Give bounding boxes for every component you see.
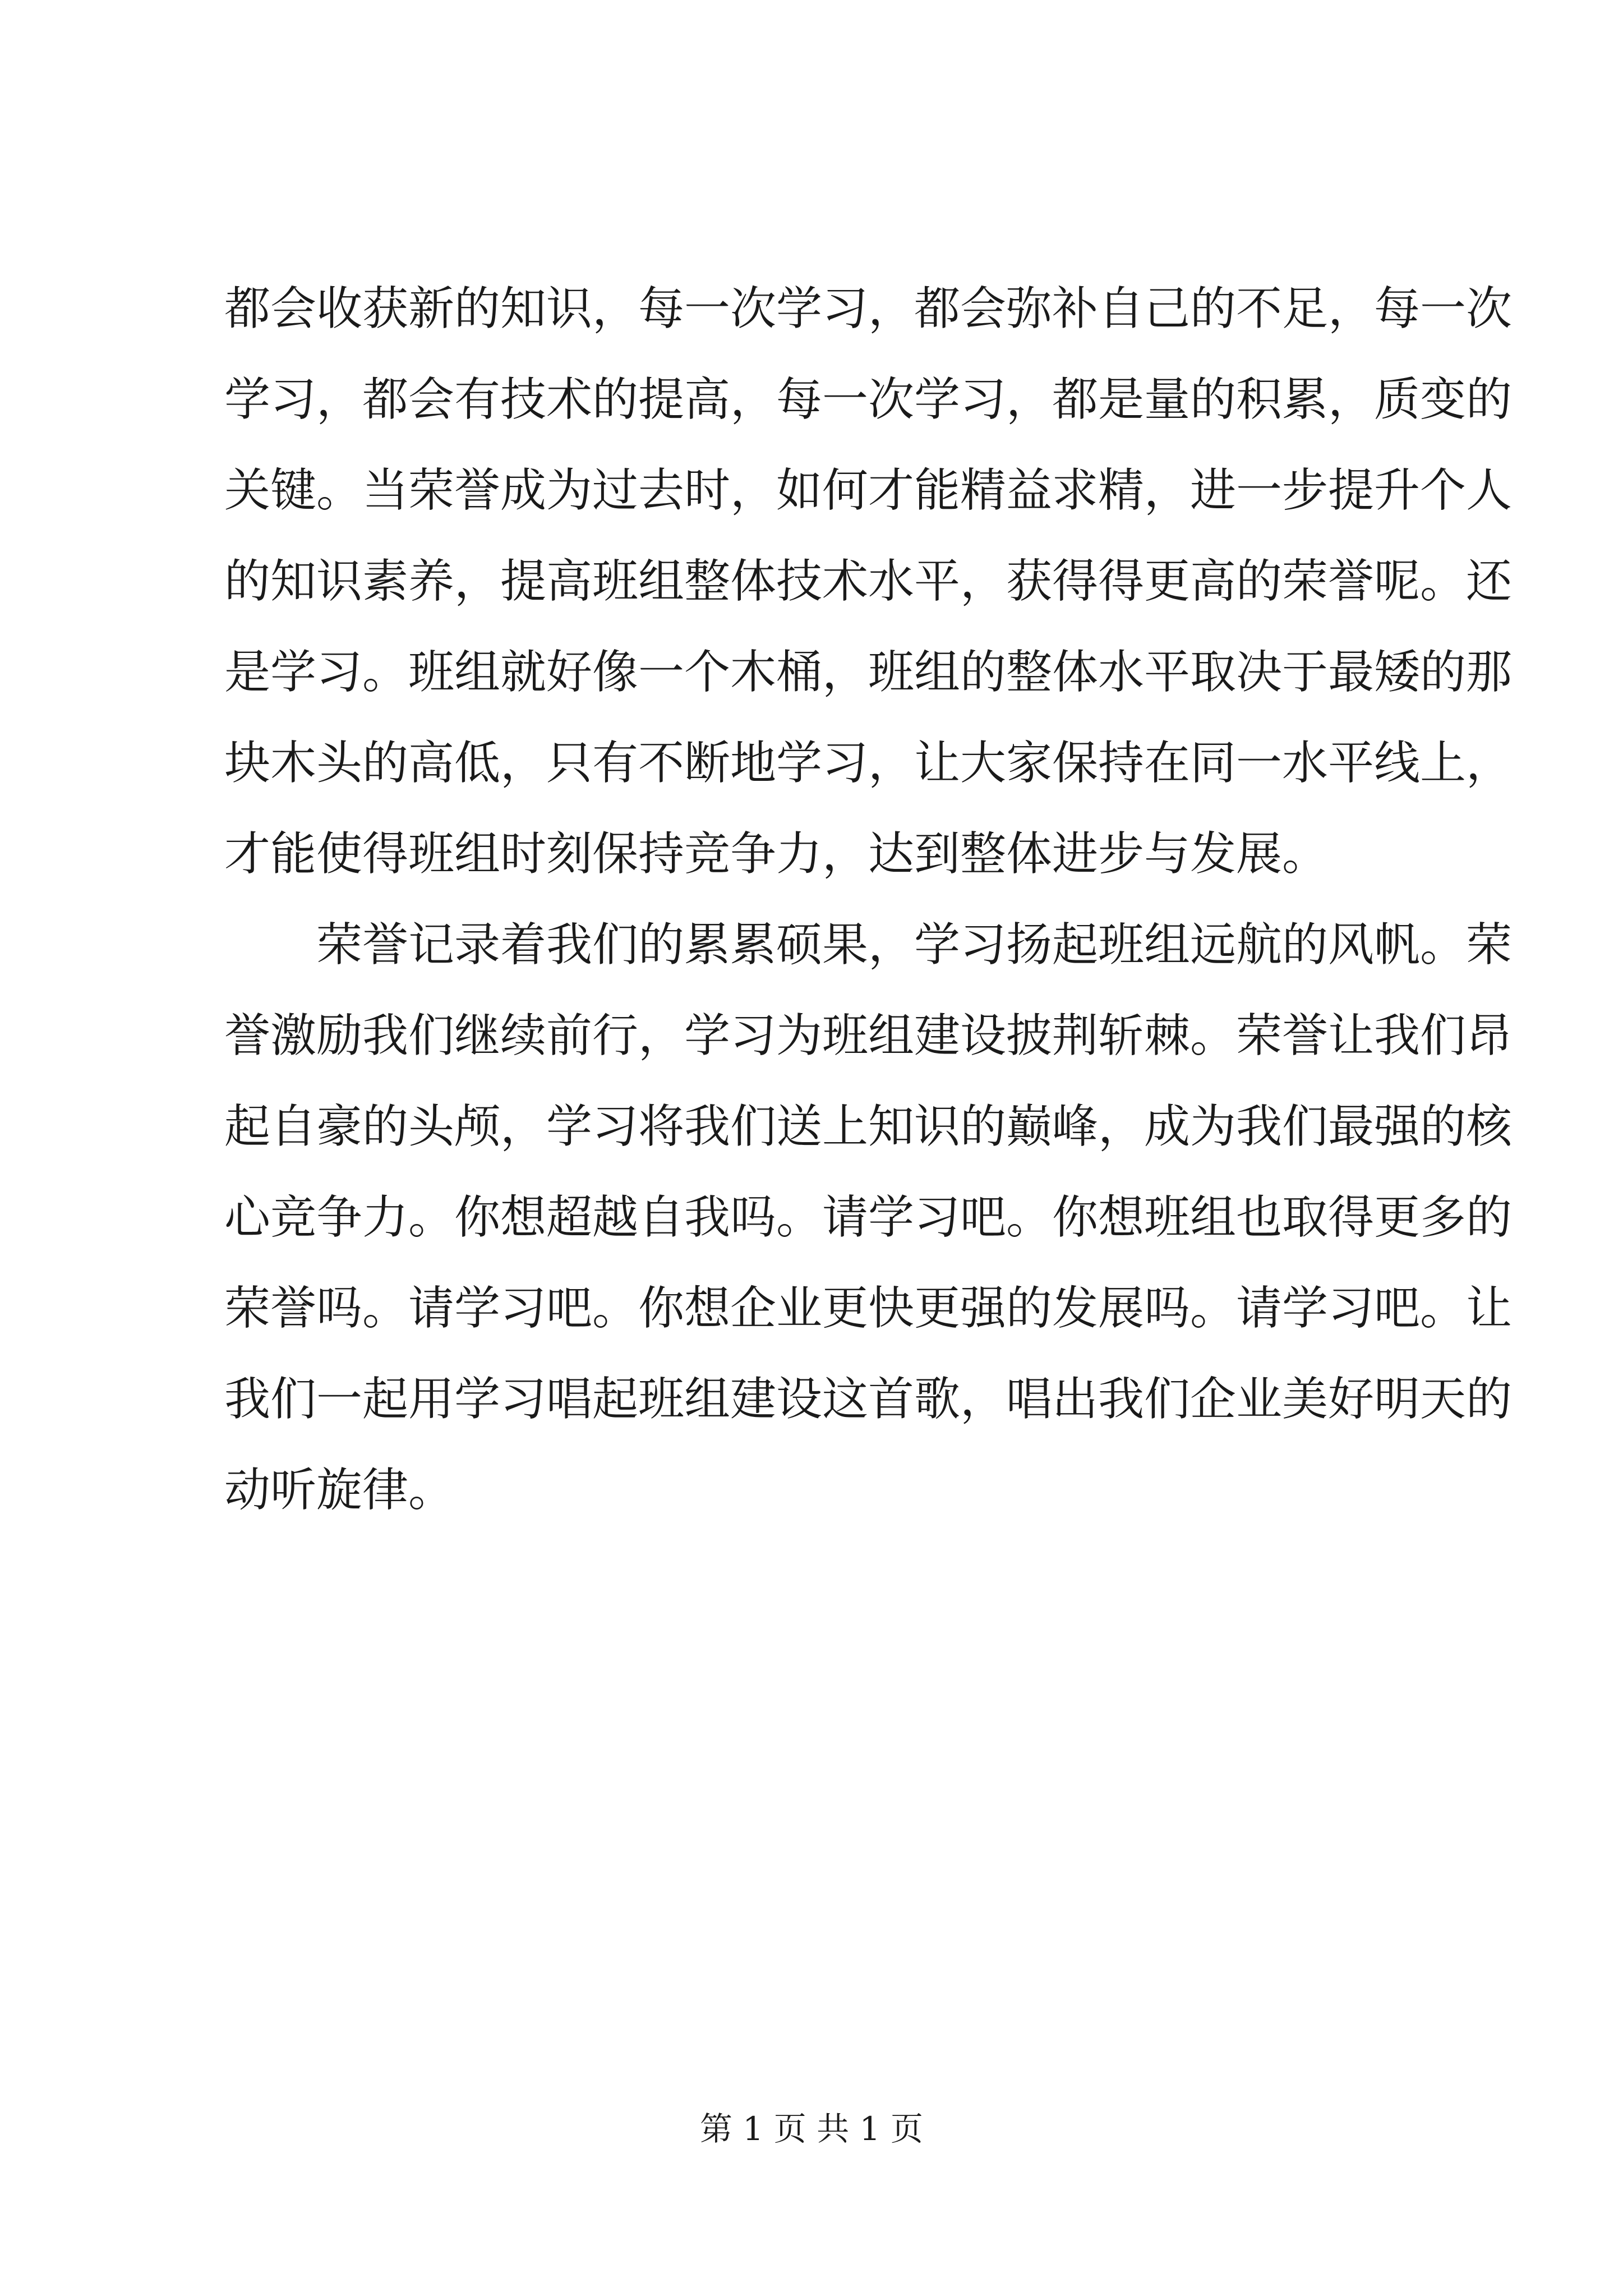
paragraph-2-line-5: 荣誉吗。请学习吧。你想企业更快更强的发展吗。请学习吧。让 [224, 1282, 1513, 1335]
paragraph-1-line-7: 才能使得班组时刻保持竞争力，达到整体进步与发展。 [224, 827, 1329, 881]
page-footer [0, 2106, 1623, 2151]
paragraph-2-line-3: 起自豪的头颅，学习将我们送上知识的巅峰，成为我们最强的核 [224, 1100, 1513, 1153]
paragraph-2-line-6: 我们一起用学习唱起班组建设这首歌，唱出我们企业美好明天的 [224, 1373, 1513, 1426]
paragraph-2-line-7: 动听旋律。 [224, 1464, 455, 1517]
paragraph-2-line-2: 誉激励我们继续前行，学习为班组建设披荆斩棘。荣誉让我们昂 [224, 1009, 1513, 1062]
paragraph-2-line-1: 荣誉记录着我们的累累硕果，学习扬起班组远航的风帆。荣 [316, 918, 1513, 972]
paragraph-1-line-1: 都会收获新的知识，每一次学习，都会弥补自己的不足，每一次 [224, 282, 1513, 335]
paragraph-1-line-5: 是学习。班组就好像一个木桶，班组的整体水平取决于最矮的那 [224, 646, 1513, 699]
paragraph-2-line-4: 心竞争力。你想超越自我吗。请学习吧。你想班组也取得更多的 [224, 1191, 1513, 1244]
paragraph-1-line-4: 的知识素养，提高班组整体技术水平，获得得更高的荣誉呢。还 [224, 555, 1513, 608]
document-body [224, 264, 1513, 1536]
paragraph-1-line-3: 关键。当荣誉成为过去时，如何才能精益求精，进一步提升个人 [224, 464, 1513, 517]
paragraph-1-line-6: 块木头的高低，只有不断地学习，让大家保持在同一水平线上， [224, 737, 1513, 790]
paragraph-1-line-2: 学习，都会有技术的提高，每一次学习，都是量的积累，质变的 [224, 373, 1513, 426]
page-number-label: 第 1 页 共 1 页 [700, 2110, 923, 2148]
